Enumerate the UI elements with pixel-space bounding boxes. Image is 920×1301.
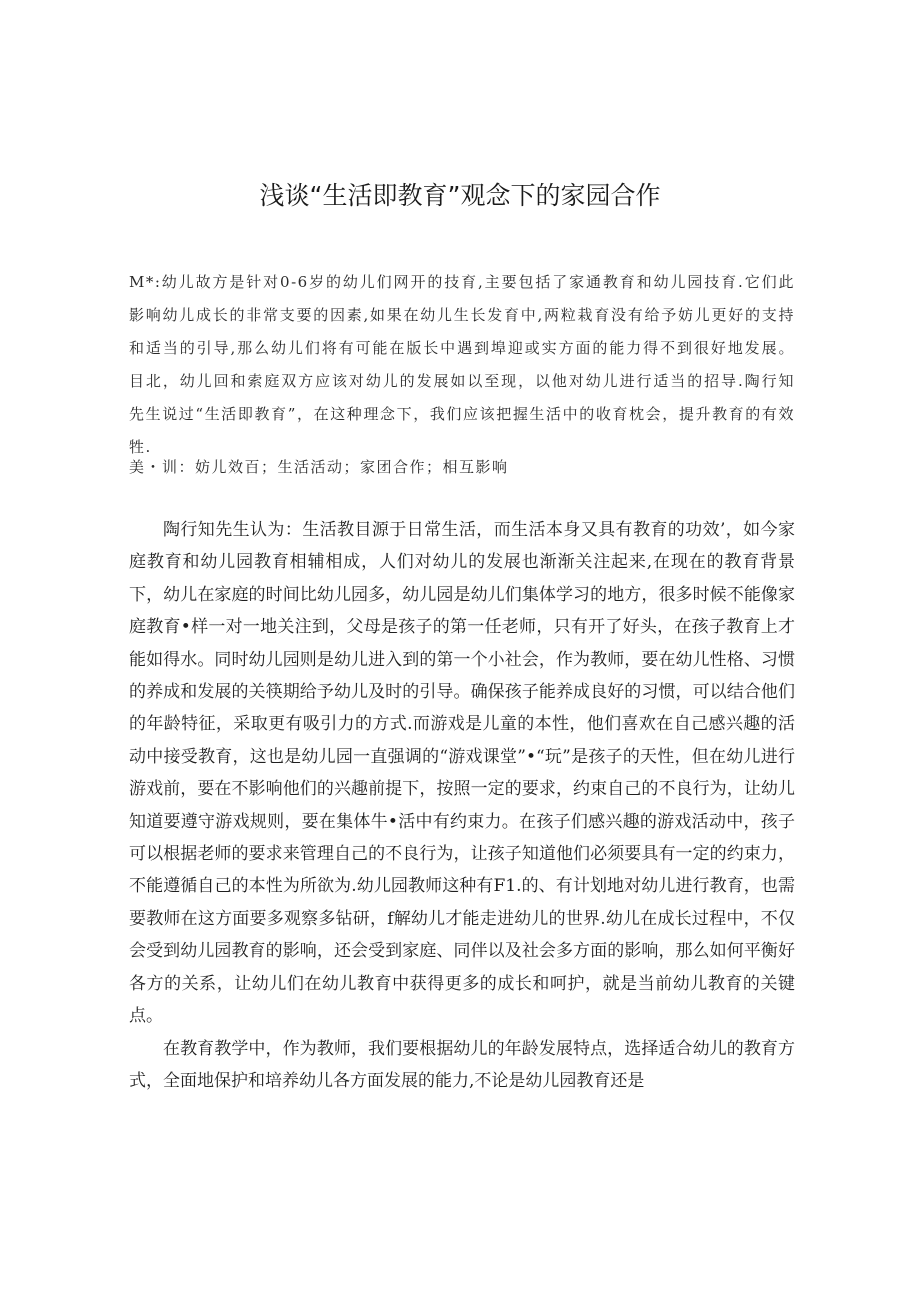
keywords-line: 美・训：妨儿效百；生活活动；家团合作；相互影响	[129, 458, 509, 476]
body-paragraph-1: 陶行知先生认为：生活教目源于日常生活，而生活本身又具有教育的功效’，如今家庭教育和幼儿园教育相辅相成，人们对幼儿的发展也渐渐关注起来,在现在的教育背景下，幼儿在家庭的时间比幼儿园多，幼儿园是幼儿们集体学习的地方，很多时候不能像家庭教育•样一对一地关注到，父母是孩子的第一任老师，只有开了好头，在孩子教育上才能如得水。同时幼儿园则是幼儿进入到的第一个小社会，作为教师，要在幼儿性格、习惯的养成和发展的关筷期给予幼儿及时的引导。确保孩子能养成良好的习惯，可以结合他们的年龄特征，采取更有吸引力的方式.而游戏是儿童的本性，他们喜欢在自己感兴趣的活动中接受教育，这也是幼儿园一直强调的“游戏课堂”•“玩”是孩子的天性，但在幼儿进行游戏前，要在不影响他们的兴趣前提下，按照一定的要求，约束自己的不良行为，让幼儿知道要遵守游戏规则，要在集体牛•活中有约束力。在孩子们感兴趣的游戏活动中，孩子可以根据老师的要求来管理自己的不良行为，让孩子知道他们必须要具有一定的约束力，不能遵循自己的本性为所欲为.幼儿园教师这种有F1.的、有计划地对幼儿进行教育，也需要教师在这方面要多观察多钻研，f解幼儿才能走进幼儿的世界.幼儿在成长过程中，不仅会受到幼儿园教育的影响，还会受到家庭、同伴以及社会多方面的影响，那么如何平衡好各方的关系，让幼儿们在幼儿教育中获得更多的成长和呵护，就是当前幼儿教育的关键点。	[129, 520, 795, 1027]
body-text	[129, 514, 795, 1097]
document-title: 浅谈“生活即教育”观念下的家园合作	[259, 181, 661, 210]
abstract-text: M*:幼儿故方是针对0-6岁的幼儿们网开的技育,主要包括了家通教育和幼儿园技育.它们此影响幼儿成长的非常支要的因素,如果在幼儿生长发育中,两粒栽育没有给予妨儿更好的支持和适当的引导,那么幼儿们将有可能在版长中遇到埠迎或实方面的能力得不到很好地发展。目北，幼儿回和索庭双方应该对幼儿的发展如以至现，以他对幼儿进行适当的招导.陶行知先生说过“生活即教育”，在这种理念下，我们应该把握生活中的收育枕会，提升教育的有效牲.	[129, 273, 795, 456]
body-paragraph-2: 在教育教学中，作为教师，我们要根据幼儿的年龄发展特点，选择适合幼儿的教育方式，全面地保护和培养幼儿各方面发展的能力,不论是幼儿园教育还是	[129, 1038, 795, 1091]
